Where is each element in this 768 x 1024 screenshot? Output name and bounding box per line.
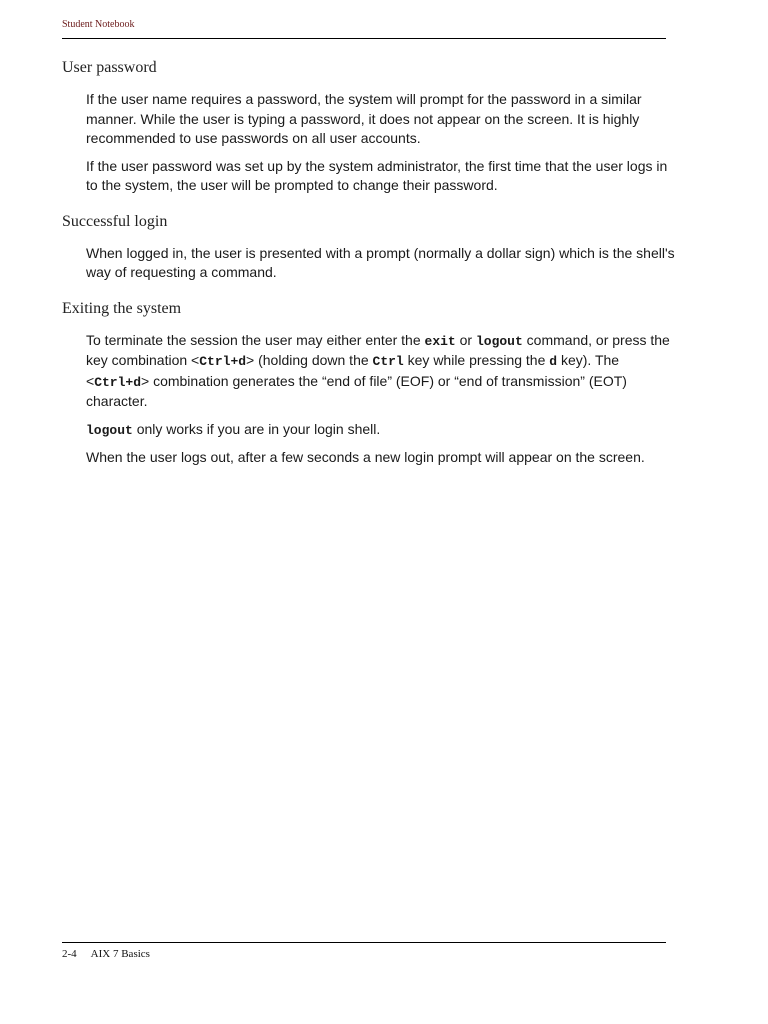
text-run: command, or press the key combination < [86,331,670,368]
section-heading: User password [62,59,157,76]
command-exit: exit [424,333,456,349]
paragraph-logout-note [86,420,678,441]
command-logout: logout [86,422,133,438]
text-run: only works if you are in your login shell. [132,420,381,437]
section-heading: Exiting the system [62,299,182,317]
header-rule [62,38,666,39]
text-run: or [455,331,476,348]
running-header: Student Notebook [62,19,135,30]
section-user-password [62,58,678,196]
key-ctrl-d: Ctrl+d [199,354,247,369]
key-ctrl-d: Ctrl+d [94,374,141,390]
paragraph: When logged in, the user is presented with a prompt (normally a dollar sign) which is the shell's way of requesting a command. [86,244,675,280]
text-run: key). The < [86,352,620,389]
paragraph: If the user password was set up by the system administrator, the first time that the user logs in to the system, the user will be prompted to change their password. [86,157,668,193]
paragraph-exit-commands [86,331,678,412]
section-heading: Successful login [62,212,168,230]
book-title: AIX 7 Basics [90,948,150,960]
text-run: key while pressing the [403,352,550,368]
command-logout: logout [475,333,523,349]
text-run: To terminate the session the user may either enter the [86,331,425,348]
section-successful-login [62,212,678,283]
section-exiting-the-system [62,299,678,468]
page-body [62,58,678,484]
key-d: d [549,354,558,369]
page-footer [62,948,150,960]
paragraph: If the user name requires a password, the system will prompt for the password in a similar manner. While the user is typing a password, it does not appear on the screen. It is highly recommended to use passwords on all user accounts. [86,91,642,146]
text-run: > (holding down the [246,352,373,368]
footer-rule [62,942,666,943]
key-ctrl: Ctrl [372,354,404,369]
text-run: > combination generates the “end of file” (EOF) or “end of transmission” (EOT) character. [86,372,627,409]
page-number: 2-4 [62,948,77,960]
paragraph: When the user logs out, after a few seconds a new login prompt will appear on the screen. [86,449,645,465]
